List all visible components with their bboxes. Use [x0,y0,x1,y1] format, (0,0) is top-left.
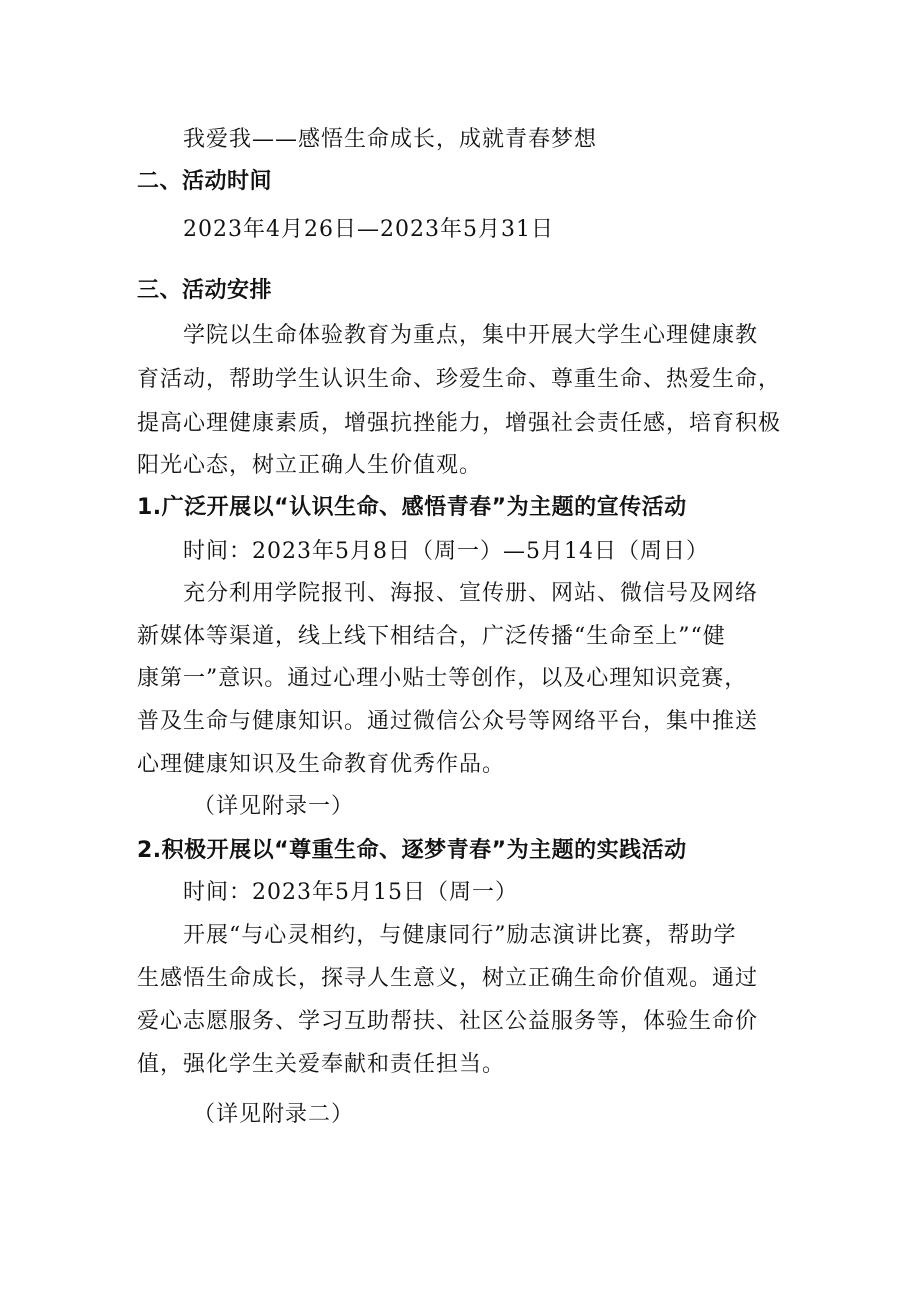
item2-appendix-note: （详见附录二） [193,1102,355,1127]
intro-line: 学院以生命体验教育为重点，集中开展大学生心理健康教 [183,323,759,348]
intro-line: 育活动，帮助学生认识生命、珍爱生命、尊重生命、热爱生命， [137,367,782,392]
item1-appendix-note: （详见附录一） [193,794,355,819]
item2-line: 生感悟生命成长，探寻人生意义，树立正确生命价值观。通过 [137,966,759,991]
item1-time: 时间：2023年5月8日（周一）—5月14日（周日） [183,539,709,564]
activity-period: 2023年4月26日—2023年5月31日 [183,217,554,242]
item1-line: 康第一”意识。通过心理小贴士等创作，以及心理知识竞赛， [137,666,748,691]
item1-line: 心理健康知识及生命教育优秀作品。 [137,752,506,777]
section-heading-time: 二、活动时间 [137,169,273,194]
item1-heading: 1.广泛开展以“认识生命、感悟青春”为主题的宣传活动 [137,495,687,520]
item1-line: 充分利用学院报刊、海报、宣传册、网站、微信号及网络 [183,581,759,606]
item2-line: 值，强化学生关爱奉献和责任担当。 [137,1052,506,1077]
item2-line: 开展“与心灵相约，与健康同行”励志演讲比赛，帮助学 [183,923,737,948]
item2-heading: 2.积极开展以“尊重生命、逐梦青春”为主题的实践活动 [137,838,687,863]
section-heading-arrangement: 三、活动安排 [137,278,273,303]
intro-line: 提高心理健康素质，增强抗挫能力，增强社会责任感，培育积极 [137,411,782,436]
item2-line: 爱心志愿服务、学习互助帮扶、社区公益服务等，体验生命价 [137,1009,759,1034]
item2-time: 时间：2023年5月15日（周一） [183,880,518,905]
item1-line: 普及生命与健康知识。通过微信公众号等网络平台，集中推送 [137,709,759,734]
item1-line: 新媒体等渠道，线上线下相结合，广泛传播“生命至上”“健 [137,624,726,649]
activity-theme: 我爱我——感悟生命成长，成就青春梦想 [183,127,598,152]
intro-line: 阳光心态，树立正确人生价值观。 [137,453,483,478]
